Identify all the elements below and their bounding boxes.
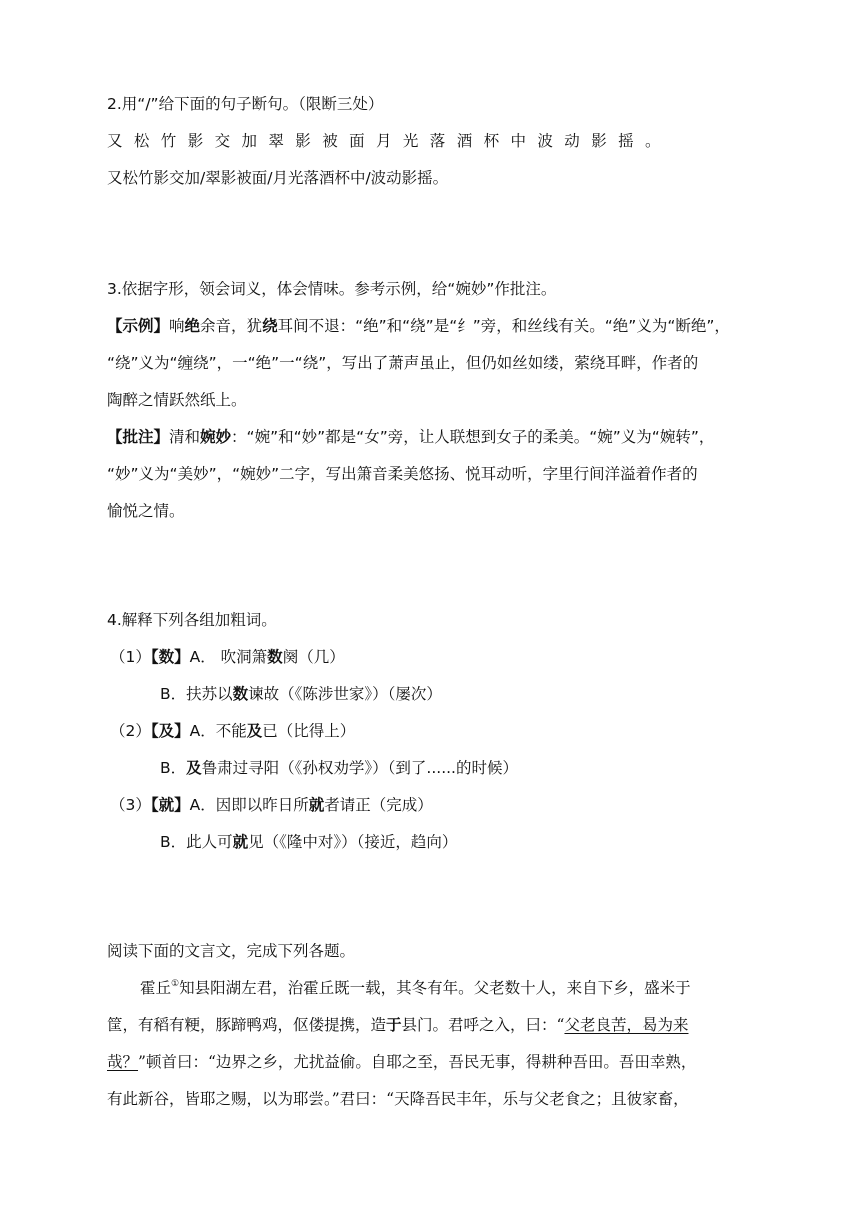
q4-item-1a: （1）【数】A． 吹洞箫数阕（几） — [110, 648, 345, 666]
q4-title: 4.解释下列各组加粗词。 — [107, 611, 277, 629]
q4-item-3b: B．此人可就见（《隆中对》）（接近，趋向） — [160, 833, 458, 851]
q3-example-line1: 【示例】响绝余音，犹绕耳间不退：“绝”和“绕”是“纟”旁，和丝线有关。“绝”义为“断绝”， — [107, 317, 730, 335]
passage-line-1: 霍丘①知县阳湖左君，治霍丘既一载，其冬有年。父老数十人，来自下乡，盛米于 — [140, 979, 691, 997]
example-tag: 【示例】 — [107, 317, 170, 335]
footnote-marker: ① — [171, 979, 180, 989]
q3-note-line3: 愉悦之情。 — [107, 502, 185, 520]
underlined-sentence: 哉？ — [107, 1053, 139, 1071]
bold-word: 绕 — [262, 317, 278, 335]
passage-line-4: 有此新谷，皆耶之赐，以为耶尝。”君曰：“天降吾民丰年，乐与父老食之；且彼家畜， — [107, 1090, 689, 1108]
q3-note-line1: 【批注】清和婉妙：“婉”和“妙”都是“女”旁，让人联想到女子的柔美。“婉”义为“婉转”， — [107, 428, 715, 446]
q4-item-2b: B．及鲁肃过寻阳（《孙权劝学》）（到了......的时候） — [160, 759, 518, 777]
q2-title: 2.用“/”给下面的句子断句。（限断三处） — [107, 95, 384, 113]
passage-line-3: 哉？”顿首曰：“边界之乡，尤扰益偷。自耶之至，吾民无事，得耕种吾田。吾田幸熟， — [107, 1053, 697, 1071]
bold-word: 就 — [232, 833, 249, 851]
q3-title: 3.依据字形，领会词义，体会情味。参考示例，给“婉妙”作批注。 — [107, 280, 557, 298]
note-tag: 【批注】 — [107, 428, 170, 446]
bold-word: 数 — [232, 685, 249, 703]
bold-word: 婉妙 — [200, 428, 232, 446]
bold-word: 于 — [386, 1015, 402, 1034]
q2-sentence: 又松竹影交加翠影被面月光落酒杯中波动影摇。 — [107, 132, 672, 150]
passage-intro: 阅读下面的文言文，完成下列各题。 — [107, 942, 356, 960]
underlined-sentence: 父老良苦，曷为来 — [564, 1016, 689, 1034]
bold-word: 及 — [186, 759, 202, 777]
q3-example-line2: “绕”义为“缠绕”，一“绝”一“绕”，写出了萧声虽止，但仍如丝如缕，萦绕耳畔，作者的 — [107, 354, 699, 372]
q2-answer: 又松竹影交加/翠影被面/月光落酒杯中/波动影摇。 — [107, 169, 449, 187]
bold-word: 绝 — [184, 317, 201, 335]
q3-note-line2: “妙”义为“美妙”，“婉妙”二字，写出箫音柔美悠扬、悦耳动听，字里行间洋溢着作者的 — [107, 465, 698, 483]
bold-word: 就 — [308, 796, 325, 814]
bold-word: 及 — [246, 722, 263, 740]
q3-example-line3: 陶醉之情跃然纸上。 — [107, 391, 247, 409]
q4-item-3a: （3）【就】A．因即以昨日所就者请正（完成） — [110, 796, 433, 814]
q4-item-1b: B．扶苏以数谏故（《陈涉世家》）（屡次） — [160, 685, 442, 703]
q4-item-2a: （2）【及】A．不能及已（比得上） — [110, 722, 356, 740]
passage-line-2: 筐，有稻有粳，豚蹄鸭鸡，伛偻提携，造于县门。君呼之入，曰：“父老良苦，曷为来 — [107, 1015, 689, 1034]
bold-word: 数 — [267, 648, 283, 666]
